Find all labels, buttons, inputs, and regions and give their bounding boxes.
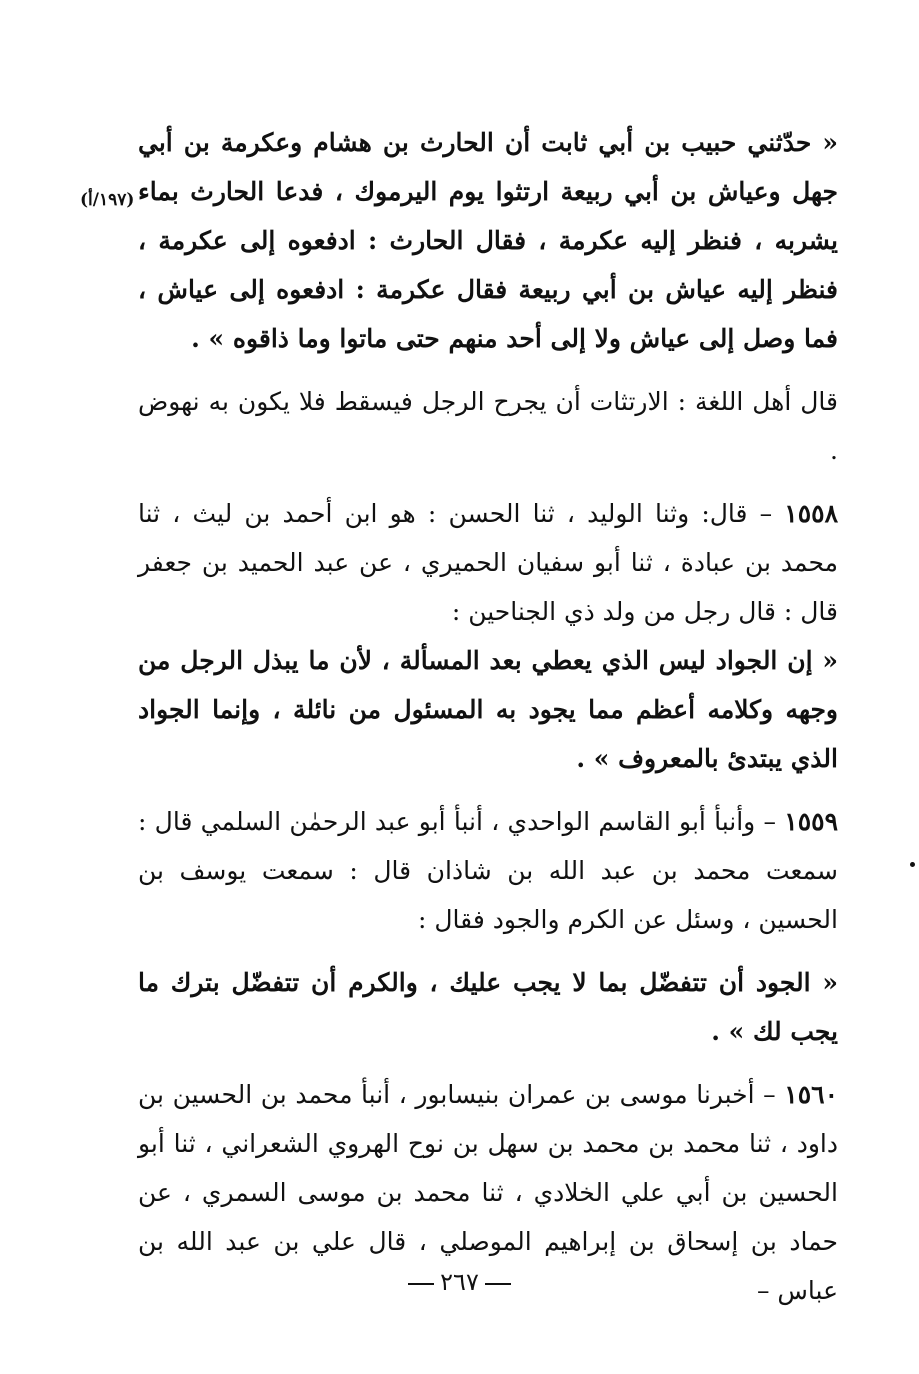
hadith-number: ١٥٥٨: [784, 499, 838, 528]
margin-dot: [910, 862, 915, 867]
hadith-number: ١٥٦٠: [784, 1080, 838, 1109]
page-body: [138, 118, 838, 1315]
page-number-dash-left: [485, 1283, 511, 1285]
hadith-1560-chain: ١٥٦٠ – أخبرنا موسى بن عمران بنيسابور ، أنبأ محمد بن الحسين بن داود ، ثنا محمد بن محمد بن سهل بن نوح الهروي الشعراني ، ثنا أبو الحسين بن أبي علي الخلادي ، ثنا محمد بن موسى السمري ، عن حماد بن إسحاق بن إبراهيم الموصلي ، قال علي بن عبد الله بن عباس –: [138, 1080, 838, 1305]
hadith-1558-chain: ١٥٥٨ – قال: وثنا الوليد ، ثنا الحسن : هو ابن أحمد بن ليث ، ثنا محمد بن عبادة ، ثنا أبو سفيان الحميري ، عن عبد الحميد بن جعفر قال : قال رجل من ولد ذي الجناحين :: [138, 499, 838, 626]
page-number-dash-right: [408, 1283, 434, 1285]
margin-folio-note: (١٩٧/أ): [80, 190, 135, 210]
quote-paragraph-1: « حدّثني حبيب بن أبي ثابت أن الحارث بن هشام وعكرمة بن أبي جهل وعياش بن أبي ربيعة ارتثوا يوم اليرموك ، فدعا الحارث بماء يشربه ، فنظر إليه عكرمة ، فقال الحارث : ادفعوه إلى عكرمة ، فنظر إليه عياش بن أبي ربيعة فقال عكرمة : ادفعوه إلى عياش ، فما وصل إلى عياش ولا إلى أحد منهم حتى ماتوا وما ذاقوه » .: [138, 128, 838, 353]
hadith-1559-chain: ١٥٥٩ – وأنبأ أبو القاسم الواحدي ، أنبأ أبو عبد الرحمٰن السلمي قال : سمعت محمد بن عبد الله بن شاذان قال : سمعت يوسف بن الحسين ، وسئل عن الكرم والجود فقال :: [138, 807, 838, 934]
commentary-paragraph: قال أهل اللغة : الارتثات أن يجرح الرجل فيسقط فلا يكون به نهوض .: [138, 387, 838, 465]
page-number: ٢٦٧: [0, 1268, 919, 1296]
quote-paragraph-3: « الجود أن تتفضّل بما لا يجب عليك ، والكرم أن تتفضّل بترك ما يجب لك » .: [138, 968, 838, 1046]
quote-paragraph-2: « إن الجواد ليس الذي يعطي بعد المسألة ، لأن ما يبذل الرجل من وجهه وكلامه أعظم مما يجود به المسئول من نائلة ، وإنما الجواد الذي يبتدئ بالمعروف » .: [138, 646, 838, 773]
hadith-number: ١٥٥٩: [784, 807, 838, 836]
